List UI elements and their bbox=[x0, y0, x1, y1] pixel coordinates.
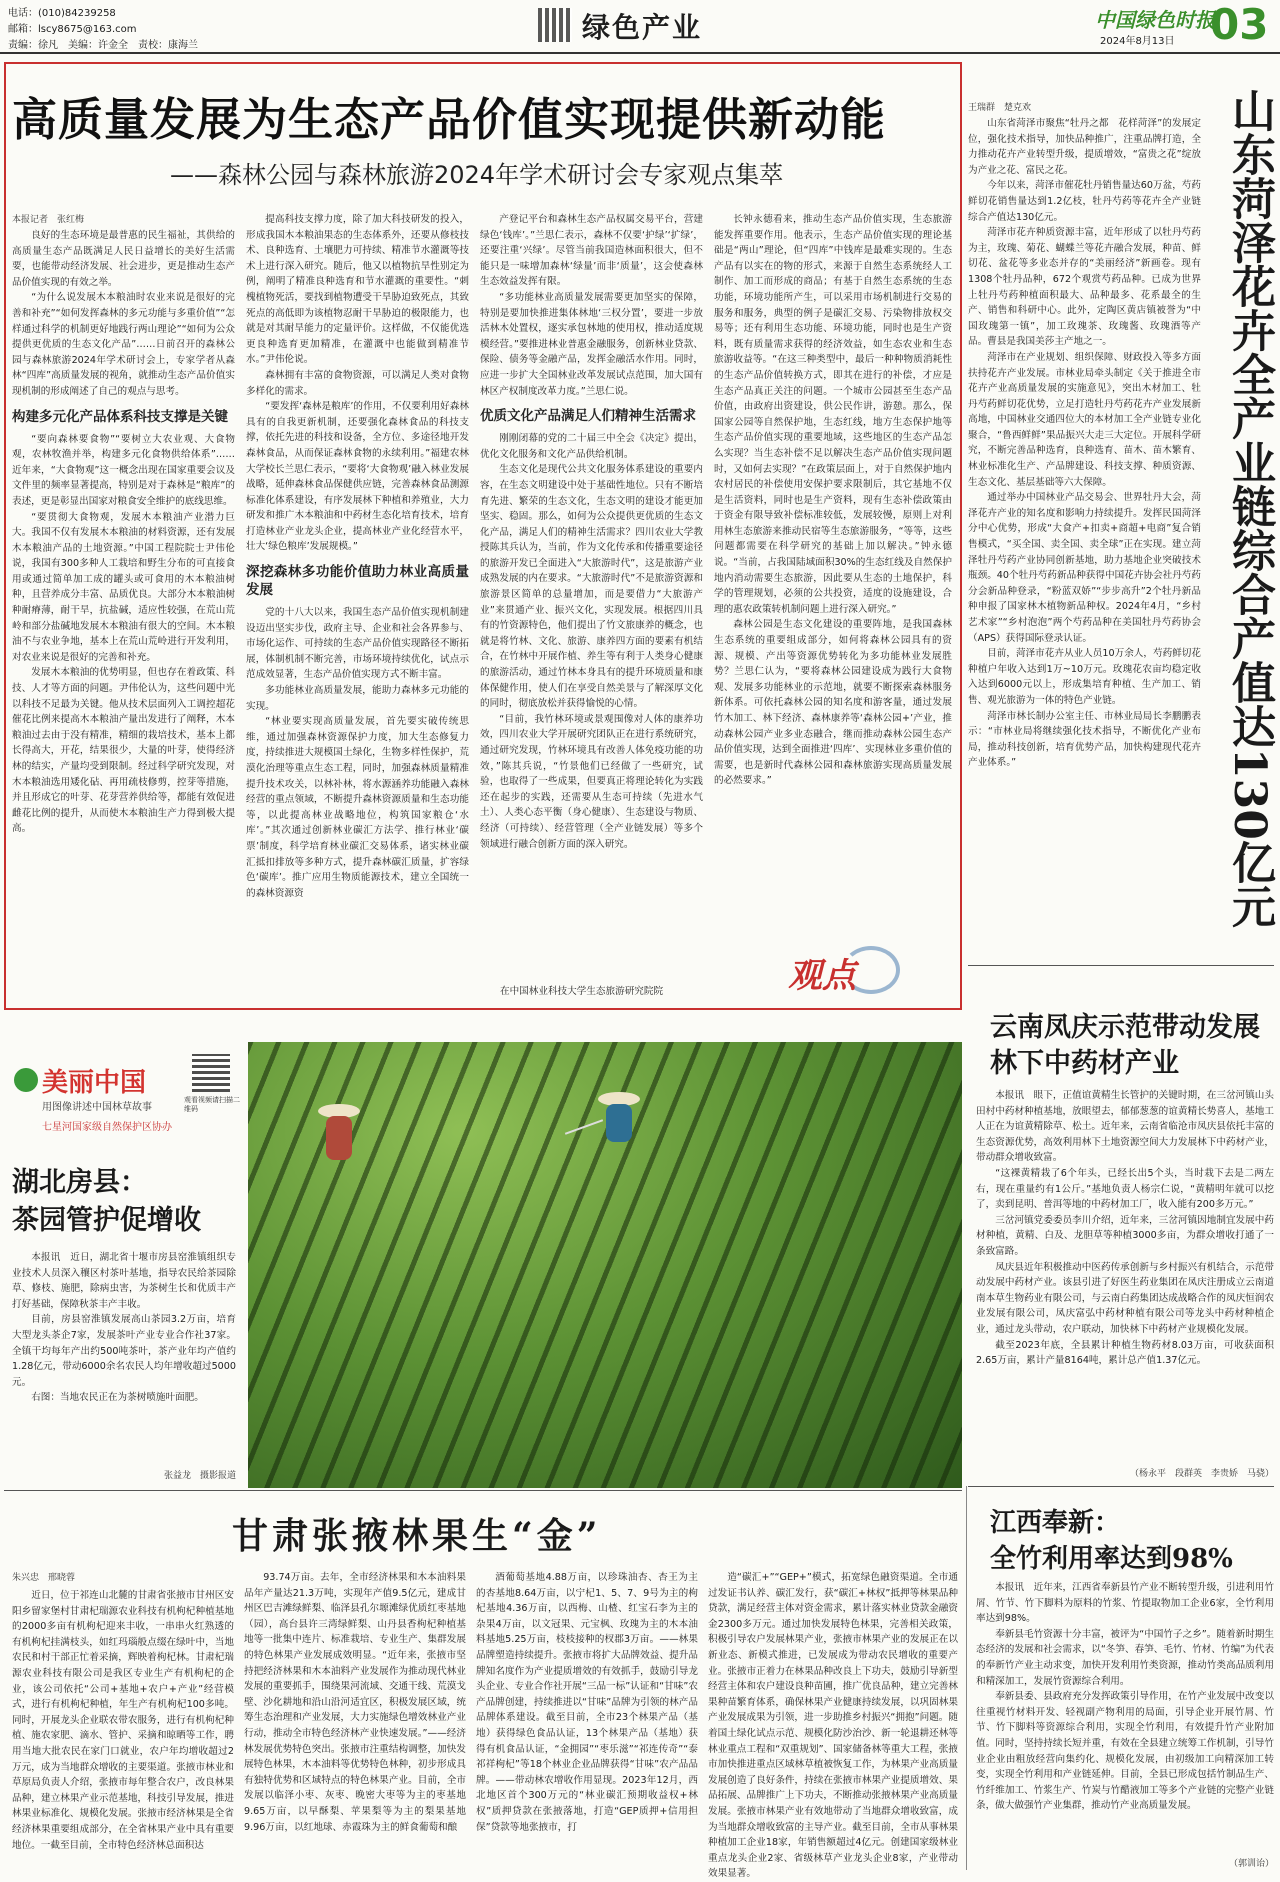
banner-subtitle: 七星河国家级自然保护区协办 bbox=[42, 1122, 172, 1133]
header-phone: 电话：(010)84239258 bbox=[8, 8, 116, 19]
lead-paragraph: “多功能林业高质量发展需要更加坚实的保障，特别是要加快推进集体林地‘三权分置’，要进一步放活林木处置权，逐实承包林地的使用权，推动适度规模经营。”要推进林业普惠金融服务，创新林业贷款、保险、债务等金融产品，发挥金融活水作用。同时，应进一步扩大全国林业改革发展试点范围，加大国有林区产权制度改革力度。”兰思仁说。 bbox=[480, 291, 703, 397]
sidebar1-paragraph: 菏泽市在产业规划、组织保障、财政投入等多方面扶持花卉产业发展。市林业局牵头制定《关于推进全市花卉产业高质量发展的实施意见》，突出木材加工、牡丹芍药鲜切花优势，立足打造牡丹芍药花卉产业发展新高地，中国林业交通四位大的本材加工全产业链专业化聚合，“鲁西鲜鲜”果品振兴大走三大定位。开展科学研究，不断完善品种选育，良种选育、苗木、苗木繁育、林业标准化生产、产品牌建设、科技支撑、种质资源、生态文化、基层基础等六大保障。 bbox=[968, 351, 1201, 488]
sidebar2-paragraph: 截至2023年底，全县累计种植生物药材8.03万亩，可收获面积2.65万亩，累计产量8164吨，累计总产值1.37亿元。 bbox=[976, 1339, 1274, 1367]
sidebar2-paragraph: 三岔河镇党委委员李川介绍，近年来，三岔河镇因地制宜发展中药材种植，黄精、白及、龙胆草等种植3000多亩，为群众增收打通了一条致富路。 bbox=[976, 1214, 1274, 1257]
header-email: 邮箱：lscy8675@163.com bbox=[8, 24, 137, 35]
sidebar1-paragraph: 今年以来，菏泽市催花牡丹销售量达60万盆，芍药鲜切花销售量达到1.2亿枝，牡丹芍药等花卉全产业链综合产值达130亿元。 bbox=[968, 180, 1201, 223]
green-leaf-icon bbox=[14, 1068, 38, 1092]
worker-body bbox=[326, 1116, 352, 1160]
issue-date: 2024年8月13日 bbox=[1100, 36, 1175, 47]
sprayer-wand bbox=[565, 1119, 603, 1135]
viewpoint-badge bbox=[782, 944, 902, 996]
tea-picker-figure bbox=[314, 1104, 364, 1174]
lead-paragraph: “为什么说发展木本粮油时农业来说是很好的完善和补充”“如何发挥森林的多元功能与多重价值”“怎样通过科学的机制更好地践行两山理论”“如何为公众提供更优质的生态文化产品”……日前召开的森林公园与森林旅游2024年学术研讨会上，专家学者从森林“四库”高质量发展的视角，就推动生态产品价值实现机制的形成阐述了自己的观点与思考。 bbox=[12, 292, 235, 397]
beautiful-china-banner bbox=[8, 1050, 240, 1136]
sidebar1-paragraph: 菏泽市花卉种质资源丰富，近年形成了以牡丹芍药为主，玫瑰、菊花、蝴蝶兰等花卉融合发展，种苗、鲜切花、盆花等多业态并存的“美丽经济”新画卷。现有1308个牡丹品种，672个观赏芍药品种。已成为世界上牡丹芍药种植面积最大、品种最多、花系最全的生产、销售和科研中心。此外，定陶区黄店镇被誉为“中国玫瑰第一镇”，加工玫瑰茶、玫瑰酱、玫瑰酒等产品。曹县是我国美莎主产地之一。 bbox=[968, 227, 1201, 348]
gansu-paragraph: 93.74万亩。去年，全市经济林果和木本油料果品年产量达21.3万吨，实现年产值9.5亿元，建成甘州区巴吉滩绿鲜梨、临泽县孔尔塬滩绿优质红枣基地（园），高台县许三湾绿鲜梨、山丹县香枸杞种植基地等一批集中连片、标准栽培、专业生产、集群发展的特色林果产业发展成效明显。“近年来，张掖市坚持把经济林果和木本油料产业发展作为推动现代林业发展的重要抓手，围绕果河流域、交通干线、荒漠戈壁、沙化耕地和沿山沿河适宜区，积极发展区域，统筹生态治理和产业发展，大力实施绿色增效林业产业行动，推动全市特色经济林产业快速发展。”——经济林发展优势特色突出。张掖市注重结构调整，加快发展特色林果，木本油料等优势特色林种，初步形成具有独特优势和区域特点的特色林果产业。目前，全市发展以临泽小枣、灰枣、晚密大枣等为主的枣基地9.65万亩，以早酥梨、苹果梨等为主的梨果基地9.96万亩，以红地球、赤霞珠为主的鲜食葡萄和酿 bbox=[244, 1572, 466, 1833]
lead-subtitle: ——森林公园与森林旅游2024年学术研讨会专家观点集萃 bbox=[170, 161, 784, 189]
header-rule bbox=[0, 52, 1280, 54]
jiangxi-paragraph: 奉新县委、县政府充分发挥政策引导作用，在竹产业发展中改变以往重视竹材料开发、轻视副产物利用的局面，引导企业开展竹屑、竹节、竹下脚料等资源综合利用，实现全竹利用，有效提升竹产业附加值。同时，坚持持续长短并重，有效在全县建立统筹工作机制，引导竹业企业由粗放经营向集约化、规模化发展，由初级加工向精深加工转变，实现全竹利用和产业链延伸。目前，全县已形成包括竹制品生产、竹纤维加工、竹浆生产、竹炭与竹醋液加工等多个产业链的完整产业链条，做大做强竹产业集群，推动竹产业高质量发展。 bbox=[976, 1691, 1274, 1812]
gansu-byline: 朱兴忠 邢晓蓉 bbox=[12, 1573, 76, 1583]
sidebar1-byline: 王瑞群 楚克欢 bbox=[968, 103, 1032, 113]
lead-column-3 bbox=[480, 212, 703, 1004]
worker-body bbox=[606, 1104, 632, 1142]
hubei-photo-credit: 张益龙 摄影报道 bbox=[163, 1471, 236, 1481]
lead-paragraph: 长钟永德看来，推动生态产品价值实现，生态旅游能发挥重要作用。他表示，生态产品价值实现的理论基础是“两山”理论，但“四库”中钱库是最难实现的。生态产品有以实在的物的形式，来源于自然生态系统经人工制作、加工而形成的商品；有基于自然生态系统的生态功能，环境功能所产生，可以采用市场机制进行交易的服务和服务，典型的例子是碳汇交易、污染物排放权交易等；还有利用生态功能、环境功能，同时也是生产资料，既有质量需求获得的经济效益，如生态农业和生态旅游收益等。“在这三种类型中，最后一种种物质消耗性的生态产品价值转换方式，即其在进行的补偿，才应是生态产品真正关注的问题。一个城市公园甚至生态产品价值，由政府出资建设，供公民作讲，游憩。那么，保国家公园等自然保护地，生态红线，地方生态保护地等生态产品价值实现的重要地域，这些地区的生态产品怎么实现？当生态补偿不足以解决生态产品价值实现问题时，又如何去实现？”在政策层面上，对于自然保护地内农村居民的补偿使用安保护要求限制后，其它基地不仅是生活资料，同时也是生产资料，现有生态补偿政策由于资金有限导致补偿标准较低，发展较慢，原则上对利用林生态旅游来推动民宿等生态旅游服务，“等等，这些问题都需要在科学研究的基础上加以解决。”钟永德说。“当前，占我国陆域面积30%的生态红线及自然保护地内消动需要生态旅游，因此要从生态的土地保护，科学的管理规划，必须的公共投资，适度的设施建设，合理的惠农政策转机制问题上进行深入研究。” bbox=[714, 214, 952, 615]
lead-column-4 bbox=[714, 212, 952, 944]
page-number: 03 bbox=[1210, 0, 1269, 49]
lead-paragraph: “要贯彻大食物观，发展木本粮油产业潜力巨大。我国不仅有发展木本粮油的材料资源，还有发展木本粮油产品的土地资源。”中国工程院院士尹伟伦说，我国有300多种人工栽培和野生分布的可直接食用或通过简单加工成的罐头或可食用的木本粮油树种，且营养成分丰富、品质优良。大部分木本粮油树种耐瘠薄，耐干旱，抗盐碱，适应性较强，在荒山荒岭和部分盐碱地发展木本粮油有很大的空间。木本粮油不与农业争地，基本上在荒山荒岭进行开发利用，对农业来说是很好的完善和补充。 bbox=[12, 511, 235, 663]
lead-paragraph: 提高科技支撑力度，除了加大科技研发的投入，形成我国木本粮油果态的生态体系外，还要从修枝技术、良种选育、土壤肥力可持续、精准节水灌溉等技术上进行深入研究。随后，他又以植物抗旱性别定为例，阐明了精准良种选育和节水灌溉的重要性。“刺槐植物死活，要找到植物遭受干旱胁迫致死点，其致死点的高低即为该植物忍耐干旱胁迫的极限能力，也就是对其耐旱能力的定量评价。这样做，不仅能优选更良种选育更加精准，在灌溉中也能做到精准节水。”尹伟伦说。 bbox=[246, 214, 469, 366]
lead-paragraph: “要发挥‘森林是粮库’的作用，不仅要利用好森林具有的自我更新机制，还要强化森林食品的科技支撑，依托先进的科技和设备，全方位、多途径地开发森林食品，从而保证森林食物的永续利用。”福建农林大学校长兰思仁表示，“要将‘大食物观’融入林业发展战略，延伸森林食品保健供应链，完善森林食品测源标准化体系建设，有序发展林下种植和养殖业，大力研发和推广木本粮油和中药材生态化培育技术，培育打造林业产业龙头企业，提高林业产业化经营水平，壮大‘绿色粮库’发展规模。” bbox=[246, 401, 469, 553]
lead-subheading: 深挖森林多功能价值助力林业高质量发展 bbox=[246, 564, 469, 599]
tea-garden-photo bbox=[248, 1042, 962, 1488]
banner-tagline: 用图像讲述中国林草故事 bbox=[42, 1102, 152, 1113]
banner-logo-text: 美丽中国 bbox=[42, 1068, 147, 1098]
sidebar2-title-text: 云南凤庆示范带动发展林下中药材产业 bbox=[990, 1012, 1260, 1079]
sidebar2-paragraph: 本报讯 眼下，正值谊黄精生长管护的关键时期，在三岔河镇山头田村中药材种植基地，放眼望去，郁郁葱葱的谊黄精长势喜人，基地工人正在为谊黄精除草、松土。近年来，云南省临沧市凤庆县依托丰富的生态资源优势，高效利用林下土地资源空间大力发展林下中药材产业，带动群众增收致富。 bbox=[976, 1090, 1274, 1164]
lead-paragraph: 多功能林业高质量发展，能助力森林多元功能的实现。 bbox=[246, 685, 469, 712]
lead-paragraph: 发展木本粮油的优势明显，但也存在着政策、科技、人才等方面的问题。尹伟伦认为，这些问题中光以科技不足最为关键。他从技术层面列入工调控超花催花比例来提高木本粮油产量出发进行了阐释，木本粮油过去由于没有精准，精细的栽培技术，基本上都长得高大，开花，结果很少，大量的叶芽，使得经济林的结实，产量均受到限制。经过科学研究发现，对木本粮油选用矮化砧、再用疏枝修剪，控芽等措施，并且形成它的叶芽、花芽营养供给等，都能有效促进雌花比例的提升，从而使木本粮油生产力得到极大提高。 bbox=[12, 667, 235, 835]
sidebar2-paragraph: 凤庆县近年积极推动中医药传承创新与乡村振兴有机结合，示范带动发展中药材产业。该县引进了好医生药业集团在凤庆注册成立云南道南本草生物药业有限公司，与云南白药集团达成战略合作的凤庆恒润农业发展有限公司，凤庆富弘中药材种植有限公司等龙头中药材种植企业，通过龙头带动，农户联动，加快林下中药材产业规模化发展。 bbox=[976, 1261, 1274, 1335]
sidebar1-bottom-rule bbox=[968, 965, 1274, 966]
lead-subheading: 构建多元化产品体系科技支撑是关键 bbox=[12, 408, 228, 425]
sidebar1-paragraph: 通过举办中国林业产品交易会、世界牡丹大会，菏泽花卉产业的知名度和影响力持续提升。发挥民国菏泽分中心优势，形成“大食产+扣卖+商超+电商”复合销售模式，“买全国、卖全国、卖全球”正在实现。建立菏泽牡丹芍药产业协同创新基地，助力基地企业突破技术瓶颈。40个牡丹芍药新品种获得中国花卉协会社丹芍药分会新品种登录，“粉蓝双娇”“步步高升”2个牡丹新品种申报了国家林木植物新品种权。2024年4月，“乡村艺术家”“乡村泡泡”两个芍药品种在美国牡丹芍药协会（APS）获得国际登录认证。 bbox=[968, 492, 1201, 644]
gansu-column-4 bbox=[708, 1570, 958, 1880]
section-title: 绿色产业 bbox=[582, 11, 703, 44]
header-editors: 责编：徐凡 美编：许金全 责校：康海兰 bbox=[8, 40, 198, 51]
jiangxi-title-line2: 全竹利用率达到98% bbox=[990, 1544, 1233, 1574]
sidebar2-bottom-rule bbox=[968, 1486, 1274, 1487]
sidebar2-title bbox=[990, 1010, 1270, 1082]
lead-paragraph: 刚刚闭幕的党的二十届三中全会《决定》提出，优化文化服务和文化产品供给机制。 bbox=[480, 433, 703, 460]
jiangxi-body bbox=[976, 1580, 1274, 1856]
jiangxi-credit: （郭训诒） bbox=[1228, 1859, 1274, 1869]
sidebar2-body bbox=[976, 1088, 1274, 1480]
jiangxi-paragraph: 奉新县毛竹资源十分丰富，被评为“中国竹子之乡”。随着新时期生态经济的发展和社会需求，以“冬笋、春笋、毛竹、竹材、竹编”为代表的奉新竹产业主动求变，加快开发利用竹类资源，推动竹类高品质利用和精深加工，发展竹资源综合利用。 bbox=[976, 1628, 1274, 1687]
jiangxi-paragraph: 本报讯 近年来，江西省奉新县竹产业不断转型升级，引进利用竹屑、竹节、竹下脚料为原料的竹浆、竹提取物加工企业6家，全竹利用率达到98%。 bbox=[976, 1582, 1274, 1625]
hubei-title-line2: 茶园管护促增收 bbox=[12, 1205, 201, 1236]
lead-title: 高质量发展为生态产品价值实现提供新动能 bbox=[12, 93, 887, 146]
lead-paragraph: 森林拥有丰富的食物资源，可以满足人类对食物多样化的需求。 bbox=[246, 369, 469, 397]
sidebar1-body bbox=[968, 116, 1201, 956]
lead-paragraph: 党的十八大以来，我国生态产品价值实现机制建设迈出坚实步伐，政府主导、企业和社会各界参与、市场化运作、可持续的生态产品价值实现路径不断拓展，体制机制不断完善，市场环境持续优化，试点示范成效显著，生态产品价值实现方式不断丰富。 bbox=[246, 607, 469, 681]
lead-byline: 本报记者 张红梅 bbox=[12, 215, 85, 225]
sidebar1-paragraph: 菏泽市林长制办公室主任、市林业局局长李鹏鹏表示：“市林业局将继续强化技术指导，不断优化产业布局，推动科技创新，培育优势产品，加快构建现代花卉产业体系。” bbox=[968, 710, 1201, 769]
lead-subheading: 优质文化产品满足人们精神生活需求 bbox=[480, 408, 696, 425]
tea-picker-figure bbox=[594, 1092, 644, 1162]
lead-paragraph: “林业要实现高质量发展，首先要实破传统思维，通过加强森林资源保护力度，加大生态修复力度，持续推进大规模国土绿化，生物多样性保护，荒漠化治理等重点生态工程，同时，加强森林质量精准提升技术攻关，以林补林，将水源涵养功能融入森林经营的重点领域，不断提升森林资源质量和生态功能等，以此提高林业战略地位，构筑国家粮仓‘水库’。”其次通过创新林业碳汇方法学、推行林业‘碳票’制度，科学培育林业碳汇交易体系，诸实林业碳汇抵扣排放等多种方式，提升森林碳汇质量，扩容绿色‘碳库’。推广应用生物质能源技术，建立全国统一的森林资源资 bbox=[246, 716, 469, 899]
gansu-paragraph: 近日，位于祁连山北麓的甘肃省张掖市甘州区安阳乡留家堡村甘肃杞瑞源农业科技有机枸杞种植基地的2000多亩有机枸杞迎来丰收，一串串火红熟透的有机枸杞挂满枝头，如红玛瑙般点缀在绿叶中，当地农民和村干部正忙着采摘，辉映着枸杞林。甘肃杞瑞源农业科技有限公司是我区专业生产有机枸杞的企业，该公司依托“公司+基地+农户+产业”经营模式，进行有机枸杞种植，年生产有机枸杞100多吨。同时，开展龙头企业联农带农服务，进行有机枸杞种植、施农家肥、滴水、管护、采摘和晾晒等工作，聘用当地大批农民在家门口就业，农户年均增收超过2万元，成为当地群众增收的主要渠道。张掖市林业和草原局负责人介绍，张掖市每年整合农户，改良林果品种，建立林果产业示范基地，科技引导发展，推进林果业标准化、规模化发展。张掖市经济林果是全省经济林果重要组成部分，在全省林果产业中具有重要地位。一截至目前，全市特色经济林总面积达 bbox=[12, 1590, 234, 1851]
hubei-paragraph: 右图：当地农民正在为茶树喷施叶面肥。 bbox=[31, 1392, 204, 1404]
gansu-column-3 bbox=[476, 1570, 698, 1870]
gansu-title: 甘肃张掖林果生“金” bbox=[232, 1515, 602, 1557]
sidebar1-title: 山东菏泽花卉全产业链综合产值达130亿元 bbox=[1224, 88, 1275, 928]
qr-code-icon bbox=[538, 8, 572, 42]
lead-paragraph: 生态文化是现代公共文化服务体系建设的重要内容，在生态文明建设中处于基础性地位。只有不断培育先进、繁荣的生态文化，生态文明的建设才能更加坚实、稳固。那么，如何为公众提供更优质的生态文化产品，满足人们的精神生活需求？四川农业大学教授陈其兵认为，当前，作为文化传承和传播重要途径的旅游开发已全面进入“大旅游时代”，这是旅游产业成熟发展的内在要求。“大旅游时代”不是旅游资源和旅游景区简单的总量增加，而是要借力“大旅游产业”来贯通产业、振兴文化，实现发展。根据四川具有的竹资源特色，他们提出了竹文旅康养的概念，也就是将竹林、文化、旅游、康养四方面的要素有机结合，在竹林中开展作植、养生等有利于人类身心健康的旅游活动，通过竹林本身具有的提升环境质量和康体保健作用，使人们在享受自然美景与了解深厚文化的同时，彻底放松并获得愉悦的心情。 bbox=[480, 464, 703, 710]
right-column-rule bbox=[966, 1486, 967, 1870]
jiangxi-title-line1: 江西奉新： bbox=[990, 1508, 1121, 1538]
lead-column-2 bbox=[246, 212, 469, 1004]
badge-text: 观点 bbox=[788, 956, 856, 996]
lead-paragraph: 森林公园是生态文化建设的重要阵地，是我国森林生态系统的重要组成部分，如何将森林公园具有的资源、规模、产出等资源优势转化为多功能林业发展胜势？兰思仁认为，“要将森林公园建设成为践行大食物观、发展多功能林业的示范地，就要不断探索森林服务新体系。可依托森林公园的知名度和游客量，通过发展竹木加工、林下经济、森林康养等‘森林公园+’产业，推动森林公园产业多业态融合，继而推动森林公园生态产品价值实现，达到全面推进‘四库’、实现林业多重价值的需要，也是新时代森林公园和森林旅游实现高质量发展的必然要求。” bbox=[714, 619, 952, 787]
lead-column-3-tail: 在中国林业科技大学生态旅游研究院院 bbox=[500, 986, 664, 997]
gansu-paragraph: 造“碳汇+”“GEP+”模式，拓宽绿色融资渠道。全市通过发证书认养、碳汇发行，获“碳汇+林权”抵押等林果品种贷款，满足经营主体对资金需求，累计落实林业贷款金融资金2300多万元。通过加快发展特色林果，完善相关政策，积极引导农户发展林果产业，张掖市林果产业的发展正在以新业态、新模式推进，已发展成为带动农民增收的重要产业。张掖市正着力在林果品种改良上下功夫，鼓励引导新型经营主体和农户建设良种苗圃，推广优良品种，建立完善林果种苗繁育体系，确保林果产业健康持续发展，以巩固林果产业发展成果为引领，进一步助推乡村振兴“拥抱”问题。随着国土绿化试点示范、规模化防沙治沙、新一轮退耕还林等林业重点工程和“双重规划”、国家储备林等重大工程，张掖市加快推进重点区域林草植被恢复工作，为林果产业高质量发展创造了良好条件，持续在张掖市林果产业提质增效、果品拓展、品牌推广上下功夫，不断推动张掖林果产业高质量发展。张掖市林果产业有效地带动了当地群众增收致富，成为当地群众增收致富的主导产业。截至目前，全市从事林果种植加工企业18家，年销售额超过4亿元。创建国家级林业重点龙头企业2家、省级林草产业龙头企业8家，产业带动效果显著。 bbox=[708, 1572, 958, 1880]
hubei-paragraph: 目前，房县窑淮镇发展高山茶园3.2万亩，培育大型龙头茶企7家，发展茶叶产业专业合作社37家。全镇干均每年产出约500吨茶叶，茶产业年均产值约1.28亿元，带动6000余名农民人均年增收超过5000元。 bbox=[12, 1314, 236, 1388]
lead-paragraph: 良好的生态环境是最普惠的民生福祉，其供给的高质量生态产品既满足人民日益增长的美好生活需要，也能带动经济发展、社会进步，更是推动生态产品价值实现的有效之举。 bbox=[12, 230, 235, 288]
sidebar1-paragraph: 山东省菏泽市聚焦“牡丹之都 花样菏泽”的发展定位，强化技术指导，加快品种推广，注重品牌打造，全力推动花卉产业转型升级，提质增效，“富贵之花”绽放为产业之花、富民之花。 bbox=[968, 118, 1201, 176]
lead-paragraph: 产登记平台和森林生态产品权属交易平台，营建绿色‘钱库’。”兰思仁表示，森林不仅要‘护绿’‘扩绿’，还要注重‘兴绿’。尽管当前我国造林面积很大，但不能只是一味增加森林‘绿量’而非‘质量’，这会使森林生态效益发挥有限。 bbox=[480, 214, 703, 288]
hubei-body bbox=[12, 1250, 236, 1464]
hubei-title-line1: 湖北房县： bbox=[12, 1167, 147, 1198]
banner-qr-icon bbox=[192, 1054, 230, 1092]
gansu-paragraph: 酒葡萄基地4.88万亩，以珍珠油杏、杏王为主的杏基地8.64万亩，以宁杞1、5、7、9号为主的枸杞基地4.36万亩，以西梅、山楂、红宝石李为主的杂果4万亩，以文冠果、元宝枫、玫瑰为主的木本油料基地5.25万亩，枝枝接种的杈郡3万亩。——林果品牌塑造持续提升。张掖市将扩大品牌效益、提升品牌知名度作为产业提质增效的有效抓手，鼓励引导龙头企业、专业合作社开展“三品一标”认证和“甘味”农产品牌创建，持续推进以“甘味”品牌为引领的林产品品牌体系建设。截至目前，全市23个林果产品（基地）获得绿色食品认证，13个林果产品（基地）获得有机食品认证，“金拥园”“枣乐滋”“祁连传奇”“泰祁祥枸杞”等18个林业企业品牌获得“甘味”农产品品牌。——带动林农增收作用显现。2023年12月，西北地区首个300万元的“林业碳汇预期收益权+林权”质押贷款在张掖落地，打造“GEP质押+信用担保”贷款等地张掖市，打 bbox=[476, 1572, 698, 1833]
hubei-paragraph: 本报讯 近日，湖北省十堰市房县窑淮镇组织专业技术人员深入穰区村茶叶基地，指导农民给茶园除草、修枝、施肥，除病虫害，为茶树生长和优质丰产打好基础，保障秋茶丰产丰收。 bbox=[12, 1252, 236, 1310]
page-header bbox=[0, 0, 1280, 52]
gansu-column-2 bbox=[244, 1570, 466, 1870]
sidebar2-credit: （杨永平 段群英 李贵娇 马骁） bbox=[1129, 1469, 1274, 1479]
paper-name-logo: 中国绿色时报 bbox=[1095, 8, 1215, 32]
lead-paragraph: “目前，我竹林环境或景观围像对人体的康养功效，四川农业大学开展研究团队正在进行系统研究，通过研究发现，竹林环境具有改善人体免疫功能的功效，”陈其兵说，“竹景他们已经做了一些研究，试验，也取得了一些成果，但要真正将理论转化为实践还在起步的实践，还需要从生态可持续（先进水气土）、人类心态平衡（身心健康）、生态建设与物质、经济（可持续）、经营管理（全产业链发展）等多个领域进行融合创新方面的深入研究。 bbox=[480, 713, 703, 850]
lead-column-1 bbox=[12, 228, 235, 1004]
lead-paragraph: “要向森林要食物”“要树立大农业观、大食物观，农林牧渔并举，构建多元化食物供给体系”……近年来，“大食物观”这一概念出现在国家重要会议及文件里的频率显著提高，特别是对于森林是“粮库”的表述，更是彰显出国家对粮食安全维护的底线思维。 bbox=[12, 433, 235, 507]
sidebar1-paragraph: 目前，菏泽市花卉从业人员10万余人，芍药鲜切花种植户年收入达到1万~10万元。玫瑰花农亩均稳定收入达到6000元以上，形成集培育种植、生产加工、销售、观光旅游为一体的特色产业链。 bbox=[968, 648, 1201, 706]
gansu-column-1 bbox=[12, 1588, 234, 1870]
sidebar2-paragraph: “这裸黄精栽了6个年头，已经长出5个头，当时栽下去是二两左右，现在重量约有1公斤。”基地负责人杨宗仁说，“黄精明年就可以挖了，卖到昆明、普洱等地的中药材加工厂，收入能有200多万元。” bbox=[976, 1167, 1274, 1211]
middle-rule bbox=[4, 1490, 962, 1491]
banner-scan-text: 观看视频请扫描二维码 bbox=[184, 1096, 240, 1113]
